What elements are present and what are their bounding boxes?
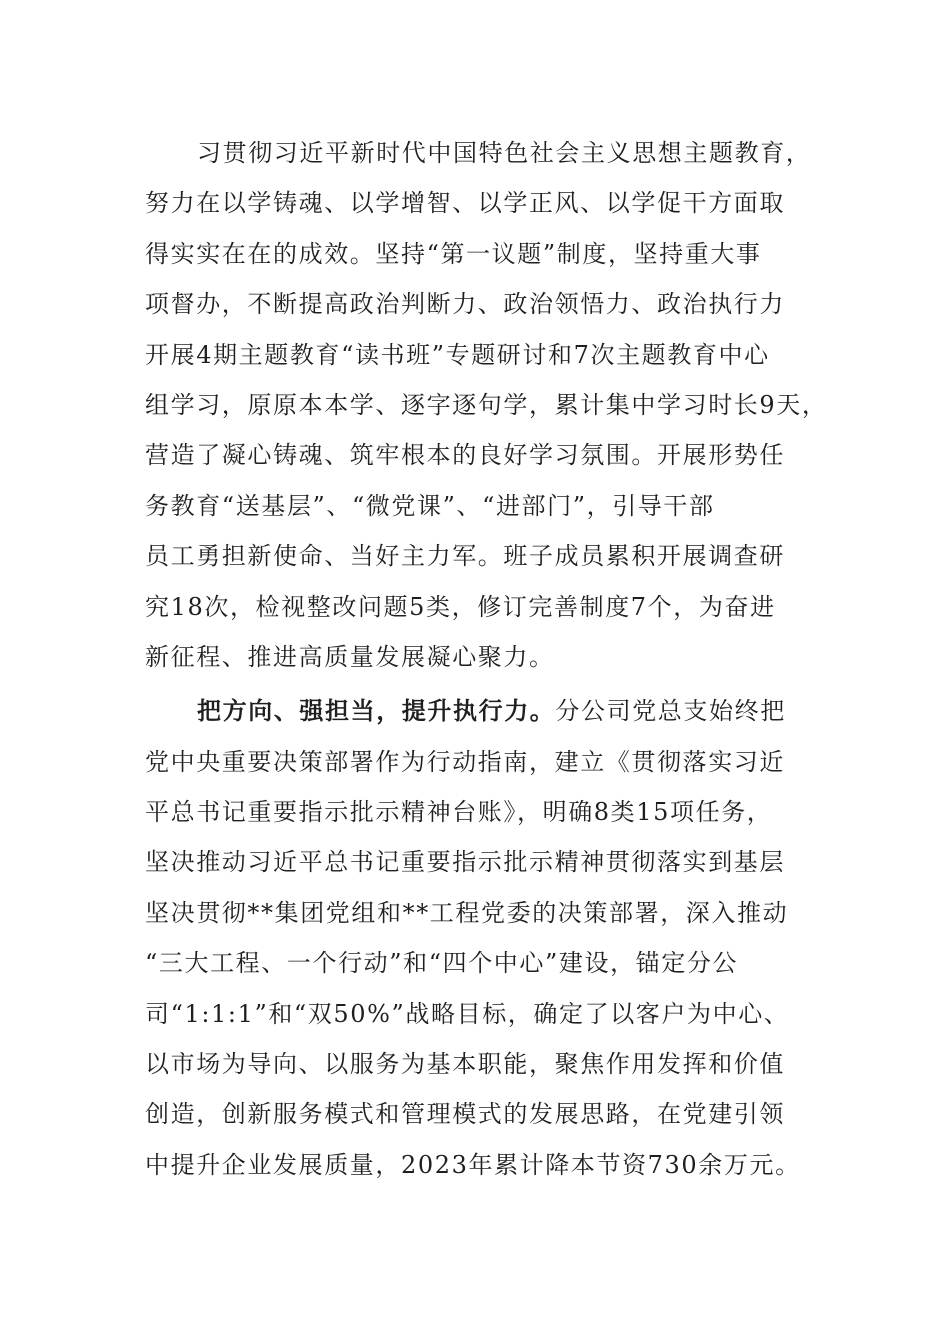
paragraph-2-heading: 把方向、强担当，提升执行力。 bbox=[197, 696, 556, 726]
paragraph-1-line-2: 努力在以学铸魂、以学增智、以学正风、以学促干方面取 bbox=[145, 189, 785, 218]
paragraph-2-line-7: 司“1:1:1”和“双50%”战略目标，确定了以客户为中心、 bbox=[145, 999, 790, 1028]
paragraph-1-line-6: 组学习，原原本本学、逐字逐句学，累计集中学习时长9天， bbox=[145, 390, 828, 419]
paragraph-2-line-3: 平总书记重要指示批示精神台账》，明确8类15项任务， bbox=[145, 798, 773, 827]
paragraph-1-line-1: 习贯彻习近平新时代中国特色社会主义思想主题教育， bbox=[197, 139, 812, 167]
paragraph-2-line-10: 中提升企业发展质量，2023年累计降本节资730余万元。 bbox=[145, 1150, 801, 1179]
paragraph-2-line-6: “三大工程、一个行动”和“四个中心”建设，锚定分公 bbox=[145, 949, 739, 978]
paragraph-1-line-10: 究18次，检视整改问题5类，修订完善制度7个，为奋进 bbox=[145, 592, 776, 621]
paragraph-2-line-1 bbox=[145, 686, 825, 736]
paragraph-1-line-3: 得实实在在的成效。坚持“第一议题”制度，坚持重大事 bbox=[145, 239, 762, 268]
paragraph-1 bbox=[145, 128, 828, 682]
paragraph-1-line-5: 开展4期主题教育“读书班”专题研讨和7次主题教育中心 bbox=[145, 340, 770, 369]
paragraph-2-first-line-rest: 分公司党总支始终把 bbox=[555, 697, 786, 726]
paragraph-2-line-9: 创造，创新服务模式和管理模式的发展思路，在党建引领 bbox=[145, 1100, 785, 1129]
paragraph-2-line-8: 以市场为导向、以服务为基本职能，聚焦作用发挥和价值 bbox=[145, 1050, 785, 1079]
paragraph-1-line-8: 务教育“送基层”、“微党课”、“进部门”，引导干部 bbox=[145, 491, 715, 520]
paragraph-1-line-9: 员工勇担新使命、当好主力军。班子成员累积开展调查研 bbox=[145, 542, 785, 571]
paragraph-2-line-2: 党中央重要决策部署作为行动指南，建立《贯彻落实习近 bbox=[145, 747, 785, 776]
paragraph-2-line-4: 坚决推动习近平总书记重要指示批示精神贯彻落实到基层 bbox=[145, 848, 785, 877]
paragraph-1-line-11: 新征程、推进高质量发展凝心聚力。 bbox=[145, 642, 555, 671]
paragraph-1-line-7: 营造了凝心铸魂、筑牢根本的良好学习氛围。开展形势任 bbox=[145, 441, 785, 470]
paragraph-1-line-4: 项督办，不断提高政治判断力、政治领悟力、政治执行力 bbox=[145, 290, 785, 319]
paragraph-2 bbox=[145, 686, 825, 1190]
paragraph-2-line-5: 坚决贯彻**集团党组和**工程党委的决策部署，深入推动 bbox=[145, 898, 789, 927]
document-body bbox=[145, 128, 828, 1190]
